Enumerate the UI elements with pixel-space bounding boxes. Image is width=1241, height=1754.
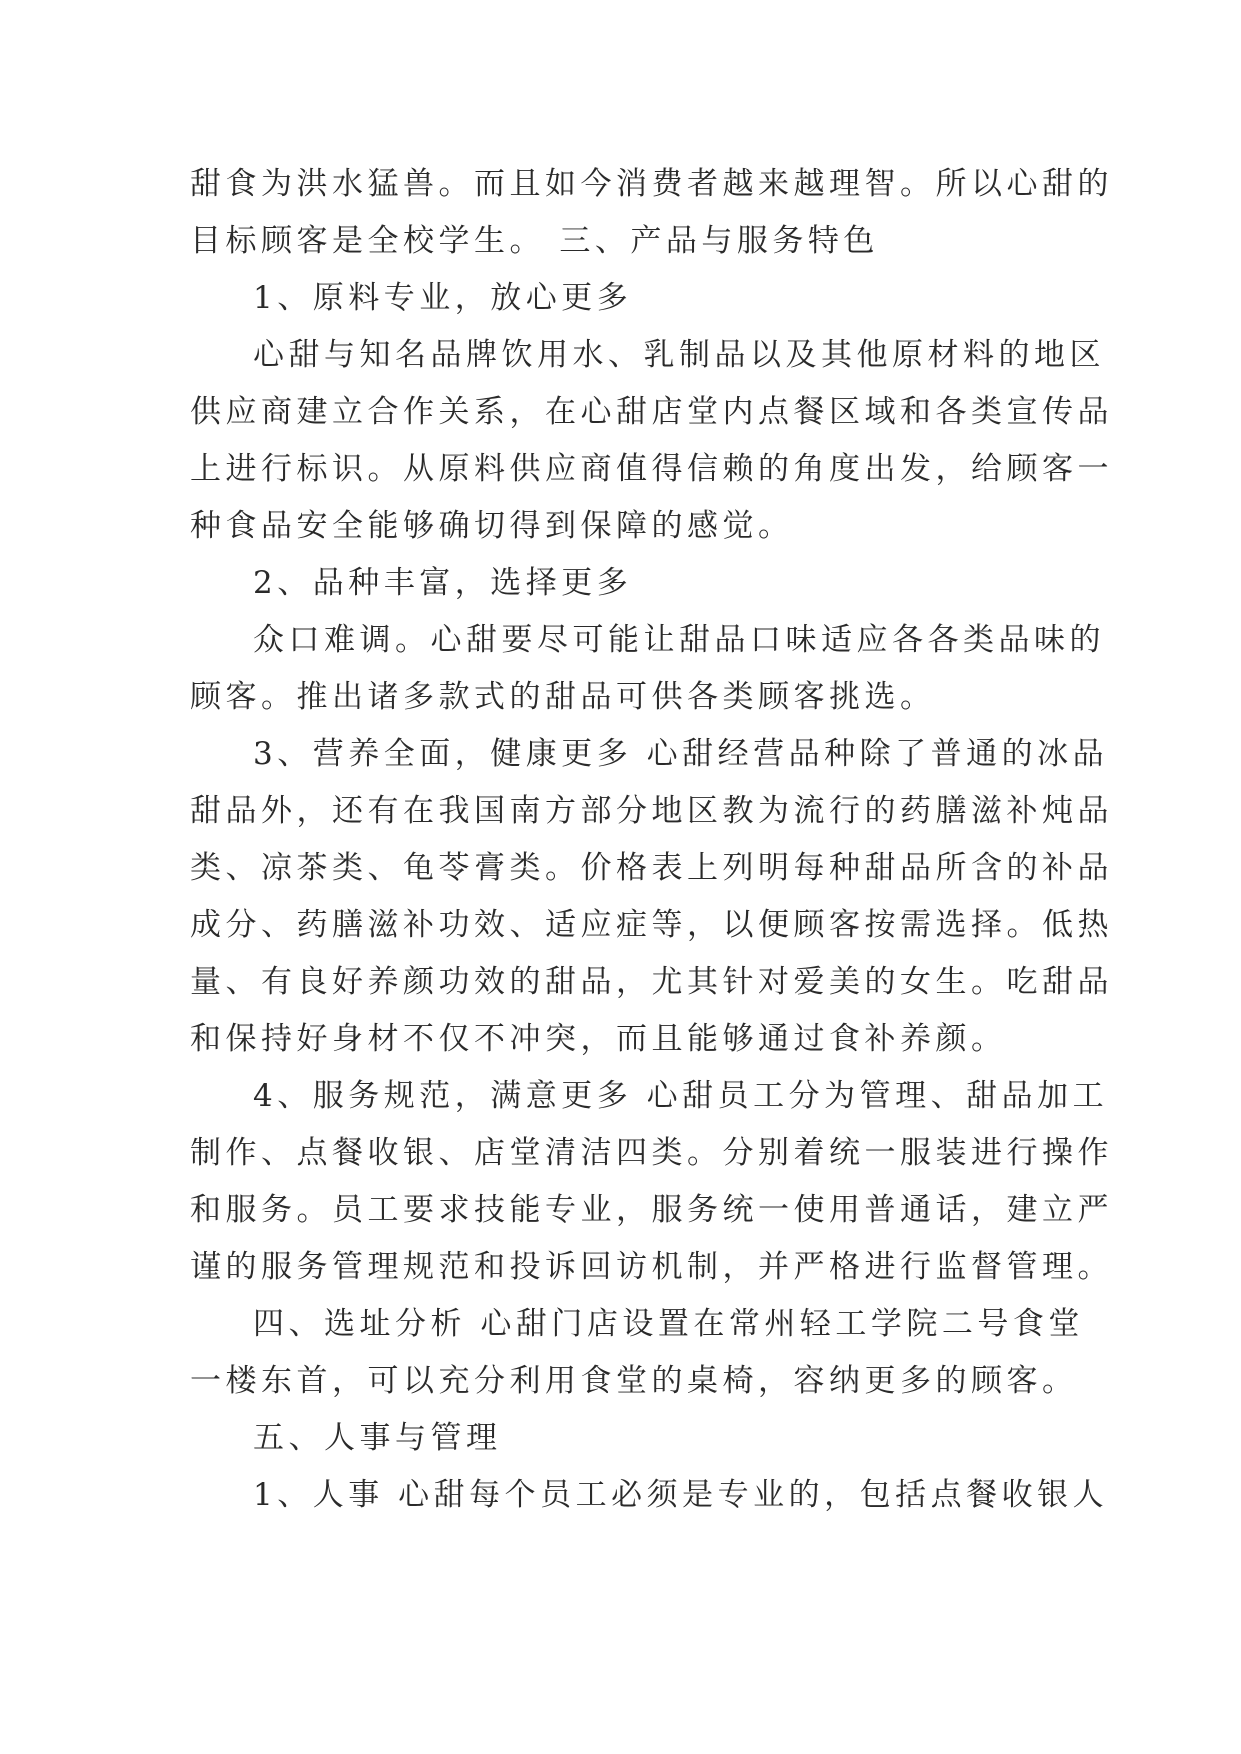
text-line: 1、原料专业，放心更多 — [253, 280, 633, 316]
text-line: 顾客。推出诸多款式的甜品可供各类顾客挑选。 — [190, 679, 936, 715]
text-line: 目标顾客是全校学生。 三、产品与服务特色 — [190, 223, 879, 259]
text-line: 1、人事 心甜每个员工必须是专业的，包括点餐收银人 — [253, 1477, 1109, 1513]
text-line: 四、选址分析 心甜门店设置在常州轻工学院二号食堂 — [253, 1306, 1084, 1342]
text-line: 谨的服务管理规范和投诉回访机制，并严格进行监督管理。 — [190, 1249, 1113, 1285]
text-line: 一楼东首，可以充分利用食堂的桌椅，容纳更多的顾客。 — [190, 1363, 1078, 1399]
text-line: 上进行标识。从原料供应商值得信赖的角度出发，给顾客一 — [190, 451, 1113, 487]
text-line: 五、人事与管理 — [253, 1420, 502, 1456]
text-line: 众口难调。心甜要尽可能让甜品口味适应各各类品味的 — [253, 622, 1105, 658]
text-line: 和保持好身材不仅不冲突，而且能够通过食补养颜。 — [190, 1021, 1007, 1057]
text-line: 类、凉茶类、龟苓膏类。价格表上列明每种甜品所含的补品 — [190, 850, 1113, 886]
text-line: 心甜与知名品牌饮用水、乳制品以及其他原材料的地区 — [253, 337, 1105, 373]
document-body — [190, 156, 1113, 1524]
text-line: 制作、点餐收银、店堂清洁四类。分别着统一服装进行操作 — [190, 1135, 1113, 1171]
text-line: 甜食为洪水猛兽。而且如今消费者越来越理智。所以心甜的 — [190, 166, 1113, 202]
text-line: 成分、药膳滋补功效、适应症等，以便顾客按需选择。低热 — [190, 907, 1113, 943]
text-line: 甜品外，还有在我国南方部分地区教为流行的药膳滋补炖品 — [190, 793, 1113, 829]
text-line: 供应商建立合作关系，在心甜店堂内点餐区域和各类宣传品 — [190, 394, 1113, 430]
text-line: 种食品安全能够确切得到保障的感觉。 — [190, 508, 794, 544]
text-line: 和服务。员工要求技能专业，服务统一使用普通话，建立严 — [190, 1192, 1113, 1228]
text-line: 2、品种丰富，选择更多 — [253, 565, 633, 601]
text-line: 3、营养全面，健康更多 心甜经营品种除了普通的冰品 — [253, 736, 1109, 772]
text-line: 量、有良好养颜功效的甜品，尤其针对爱美的女生。吃甜品 — [190, 964, 1113, 1000]
text-line: 4、服务规范，满意更多 心甜员工分为管理、甜品加工 — [253, 1078, 1109, 1114]
